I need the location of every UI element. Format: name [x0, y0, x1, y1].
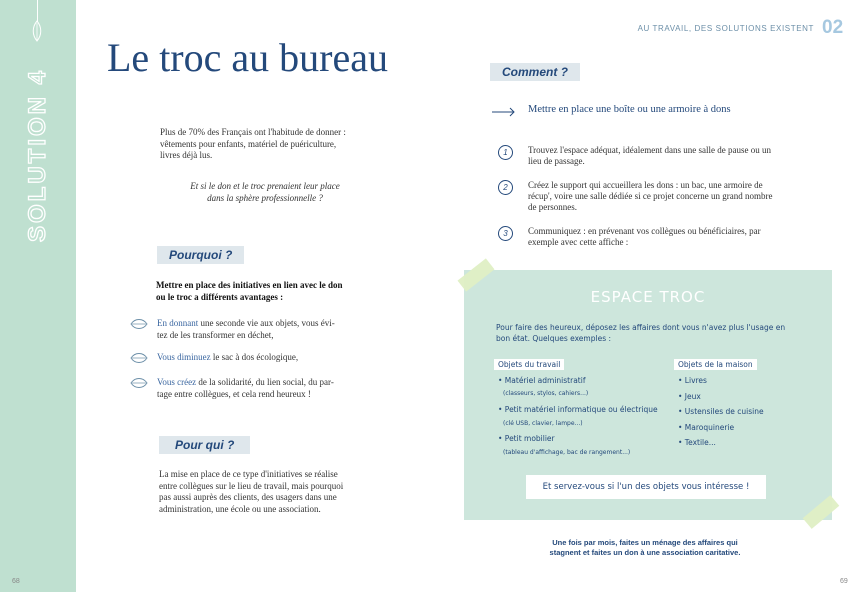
sidebar-band	[0, 0, 76, 592]
poster-title: ESPACE TROC	[590, 288, 706, 306]
list-item: • Matériel administratif	[498, 376, 586, 385]
leaf-icon	[130, 352, 148, 364]
sidebar-line	[37, 0, 38, 22]
espace-troc-poster	[464, 270, 832, 520]
step-number: 2	[498, 180, 513, 195]
action-text: Mettre en place une boîte ou une armoire à dons	[528, 104, 731, 115]
list-item-detail: (tableau d'affichage, bac de rangement...)	[503, 449, 631, 456]
list-item: • Livres	[678, 376, 707, 385]
list-item-text: Vous créez de la solidarité, du lien social, du par- tage entre collègues, et cela rend heureux !	[157, 377, 334, 399]
arrow-right-icon	[492, 107, 516, 117]
list-item: • Maroquinerie	[678, 423, 735, 432]
poster-banner: Et servez-vous si l'un des objets vous intéresse !	[526, 475, 766, 499]
poster-intro: Pour faire des heureux, déposez les affaires dont vous n'avez plus l'usage en bon état. Quelques exemples :	[496, 323, 786, 343]
list-item-detail: (clé USB, clavier, lampe...)	[503, 420, 583, 427]
leaf-icon	[31, 20, 43, 42]
page-number-left: 68	[12, 578, 20, 585]
pourquoi-lead: Mettre en place des initiatives en lien avec le don ou le troc a différents avantages :	[156, 280, 343, 302]
list-item-text: Vous diminuez le sac à dos écologique,	[157, 352, 299, 362]
step-number: 3	[498, 226, 513, 241]
step-text: Créez le support qui accueillera les dons : un bac, une armoire de récup', voire une salle dédiée si ce projet concerne un grand nombre de personnes.	[528, 180, 773, 212]
step-text: Communiquez : en prévenant vos collègues ou bénéficiaires, par exemple avec cette affiche :	[528, 226, 761, 247]
pour-qui-heading: Pour qui ?	[159, 436, 250, 454]
column-label-maison: Objets de la maison	[674, 359, 757, 370]
list-item: • Jeux	[678, 392, 701, 401]
column-label-travail: Objets du travail	[494, 359, 564, 370]
list-item: • Textile...	[678, 438, 716, 447]
step-text: Trouvez l'espace adéquat, idéalement dans une salle de pause ou un lieu de passage.	[528, 145, 771, 166]
section-header: AU TRAVAIL, DES SOLUTIONS EXISTENT	[637, 24, 814, 33]
pourquoi-heading: Pourquoi ?	[157, 246, 244, 264]
question-text: Et si le don et le troc prenaient leur place dans la sphère professionnelle ?	[190, 181, 340, 203]
page-title: Le troc au bureau	[107, 35, 388, 80]
intro-paragraph: Plus de 70% des Français ont l'habitude de donner : vêtements pour enfants, matériel de puériculture, livres déjà lus.	[160, 127, 346, 160]
step-number: 1	[498, 145, 513, 160]
section-number: 02	[822, 17, 844, 38]
list-item: • Petit mobilier	[498, 434, 555, 443]
comment-heading: Comment ?	[490, 63, 580, 81]
list-item: • Ustensiles de cuisine	[678, 407, 764, 416]
pour-qui-paragraph: La mise en place de ce type d'initiatives se réalise entre collègues sur le lieu de travail, mais pourquoi pas aussi auprès des clients, des usagers dans une administration, une école ou une association.	[159, 469, 344, 514]
leaf-icon	[130, 377, 148, 389]
list-item: • Petit matériel informatique ou électrique	[498, 405, 658, 414]
footer-note: Une fois par mois, faites un ménage des affaires qui stagnent et faites un don à une association caritative.	[549, 538, 741, 557]
list-item-text: En donnant une seconde vie aux objets, vous évi- tez de les transformer en déchet,	[157, 318, 335, 340]
page-number-right: 69	[840, 578, 848, 585]
leaf-icon	[130, 318, 148, 330]
list-item-detail: (classeurs, stylos, cahiers...)	[503, 390, 589, 397]
solution-label: SOLUTION 4	[24, 67, 51, 243]
